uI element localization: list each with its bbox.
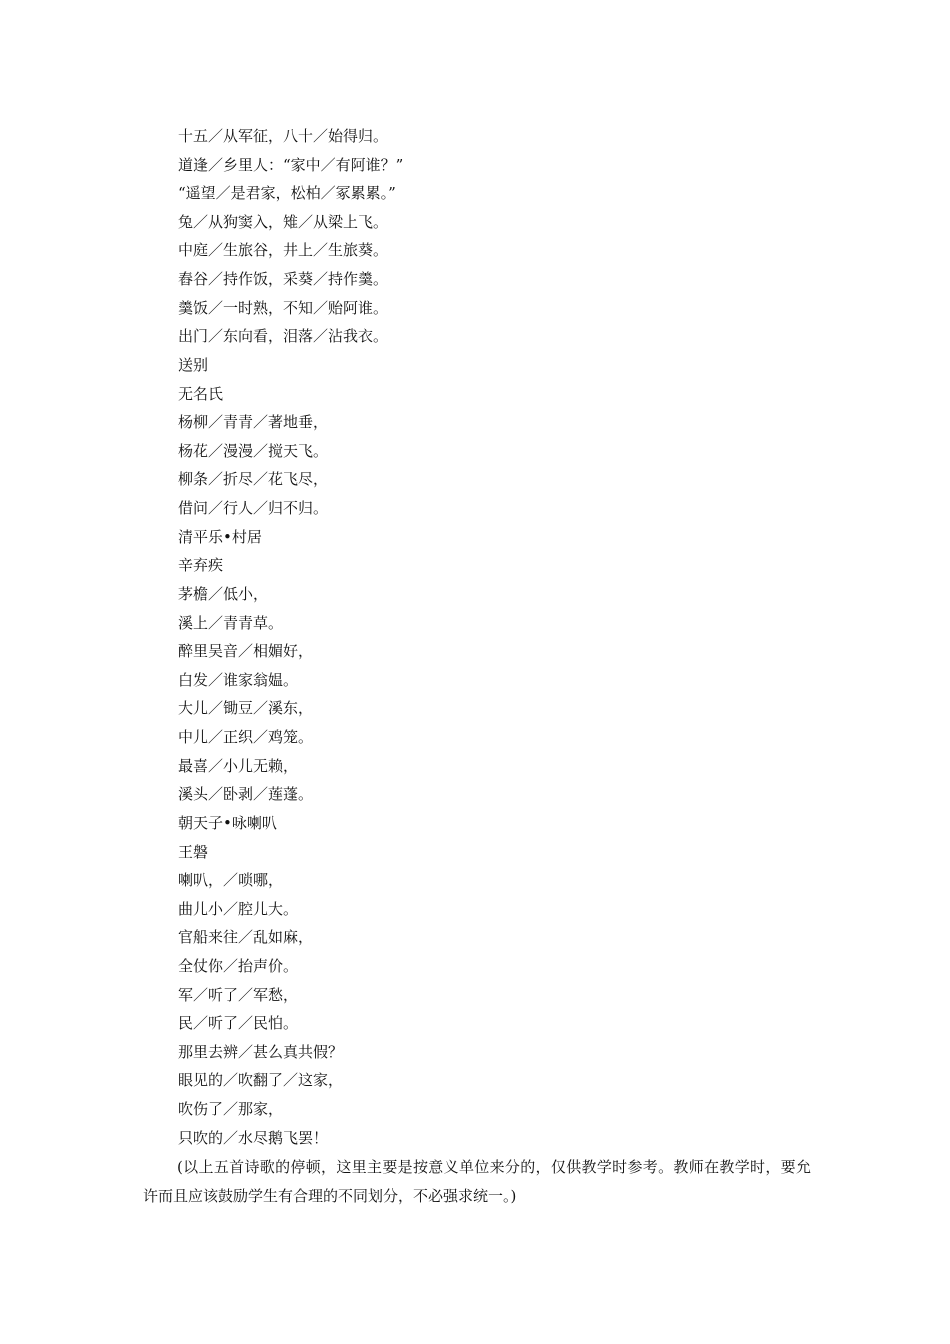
- poem-title: 朝天子•咏喇叭: [178, 814, 277, 832]
- poem-line: 兔／从狗窦入，雉／从梁上飞。: [178, 213, 389, 231]
- poem-line: 道逢／乡里人：“家中／有阿谁？”: [178, 156, 404, 174]
- poem-line: 那里去辨／甚么真共假？: [178, 1043, 344, 1061]
- poem-line: 中儿／正织／鸡笼。: [178, 728, 314, 746]
- poem-line: 最喜／小儿无赖，: [178, 757, 299, 775]
- teaching-note: (以上五首诗歌的停顿，这里主要是按意义单位来分的，仅供教学时参考。教师在教学时，要允许而且应该鼓励学生有合理的不同划分，不必强求统一。): [143, 1158, 811, 1205]
- poem-line: 舂谷／持作饭，采葵／持作羹。: [178, 270, 389, 288]
- poem-author: 辛弃疾: [178, 556, 224, 574]
- poem-line: 羹饭／一时熟，不知／贻阿谁。: [178, 299, 389, 317]
- poem-line: 喇叭，／唢哪，: [178, 871, 284, 889]
- poem-line: 十五／从军征，八十／始得归。: [178, 127, 389, 145]
- poem-line: 借问／行人／归不归。: [178, 499, 329, 517]
- poem-author: 王磐: [178, 843, 209, 861]
- poem-line: 醉里吴音／相媚好，: [178, 642, 314, 660]
- poem-line: 民／听了／民怕。: [178, 1014, 299, 1032]
- poem-line: 全仗你／抬声价。: [178, 957, 299, 975]
- poem-line: 茅檐／低小，: [178, 585, 269, 603]
- poem-line: 官船来往／乱如麻，: [178, 928, 314, 946]
- poem-title: 清平乐•村居: [178, 528, 262, 546]
- poem-line: 只吹的／水尽鹅飞罢！: [178, 1129, 329, 1147]
- poem-line: 吹伤了／那家，: [178, 1100, 284, 1118]
- poem-line: 眼见的／吹翻了／这家，: [178, 1071, 344, 1089]
- poem-line: “遥望／是君家，松柏／冢累累。”: [178, 184, 396, 202]
- poem-line: 大儿／锄豆／溪东，: [178, 699, 314, 717]
- poem-line: 杨柳／青青／著地垂，: [178, 413, 329, 431]
- poem-author: 无名氏: [178, 385, 224, 403]
- poem-line: 杨花／漫漫／搅天飞。: [178, 442, 329, 460]
- poem-line: 曲儿小／腔儿大。: [178, 900, 299, 918]
- poem-line: 柳条／折尽／花飞尽，: [178, 470, 329, 488]
- poem-line: 出门／东向看，泪落／沾我衣。: [178, 327, 389, 345]
- poem-line: 中庭／生旅谷，井上／生旅葵。: [178, 241, 389, 259]
- poem-title: 送别: [178, 356, 209, 374]
- poem-line: 溪上／青青草。: [178, 614, 284, 632]
- poem-line: 溪头／卧剥／莲蓬。: [178, 785, 314, 803]
- poem-line: 白发／谁家翁媪。: [178, 671, 299, 689]
- poem-line: 军／听了／军愁，: [178, 986, 299, 1004]
